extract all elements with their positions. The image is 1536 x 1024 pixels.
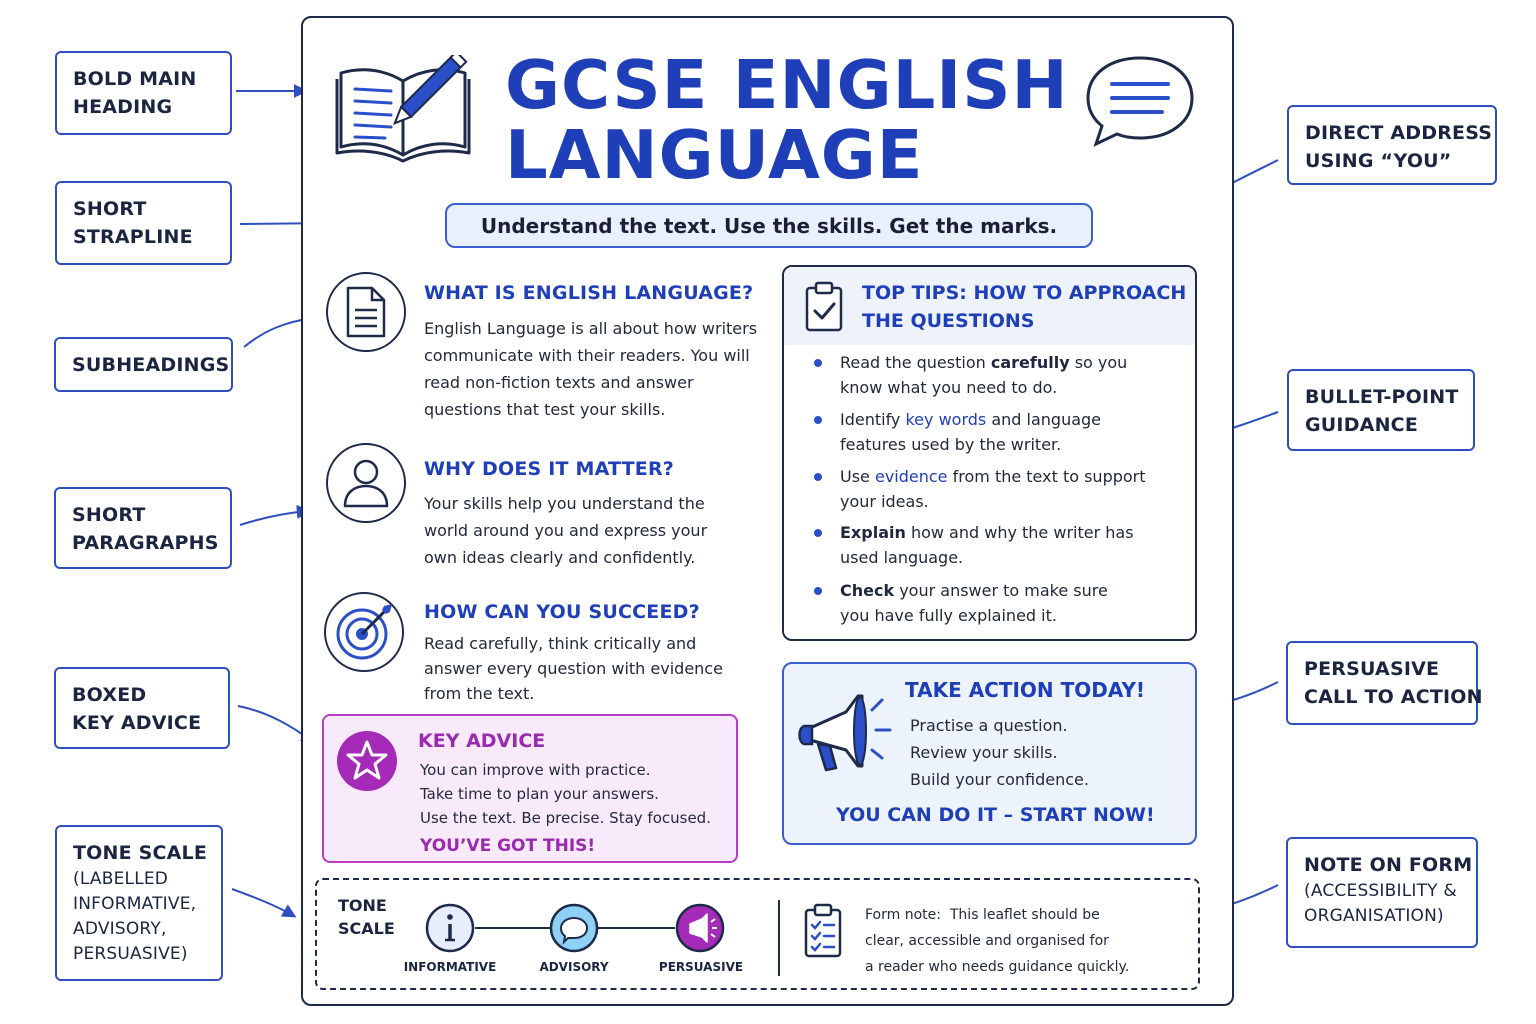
tone-scale-box: [315, 878, 1200, 990]
checklist-icon: [803, 902, 843, 960]
section-paragraph: Your skills help you understand the world around you and express your own ideas clearly and confidently.: [424, 494, 708, 567]
bullet-dot: [814, 529, 822, 537]
section-heading: WHAT IS ENGLISH LANGUAGE?: [424, 282, 754, 304]
callout-bold-main-heading: BOLD MAIN HEADING: [55, 51, 232, 135]
tone-scale-line: [417, 898, 747, 958]
arrow-tone: [232, 889, 294, 916]
target-icon: [334, 602, 394, 662]
callout-boxed-key-advice: BOXED KEY ADVICE: [54, 667, 230, 749]
callout-note-on-form: NOTE ON FORM (ACCESSIBILITY & ORGANISATION): [1286, 837, 1478, 948]
bullet-dot: [814, 587, 822, 595]
callout-short-strapline: SHORT STRAPLINE: [55, 181, 232, 265]
take-action-heading: TAKE ACTION TODAY!: [905, 678, 1146, 702]
tone-label-advisory: ADVISORY: [539, 960, 609, 974]
bullet-dot: [814, 416, 822, 424]
arrow-paragraphs: [240, 511, 308, 525]
take-action-text: Practise a question. Review your skills. Build your confidence.: [910, 716, 1089, 789]
megaphone-icon: [796, 692, 896, 778]
section-heading: WHY DOES IT MATTER?: [424, 458, 675, 480]
bullet-dot: [814, 473, 822, 481]
tone-scale-label: TONE SCALE: [338, 896, 395, 938]
tone-label-persuasive: PERSUASIVE: [658, 960, 744, 974]
key-advice-heading: KEY ADVICE: [418, 730, 546, 752]
strapline: Understand the text. Use the skills. Get the marks.: [445, 203, 1093, 248]
document-icon: [344, 286, 388, 338]
bullet-dot: [814, 359, 822, 367]
form-note: Form note: This leaflet should be clear, accessible and organised for a reader who needs guidance quickly.: [865, 907, 1130, 975]
take-action-box: [782, 662, 1197, 845]
callout-subheadings: SUBHEADINGS: [54, 337, 233, 392]
callout-short-paragraphs: SHORT PARAGRAPHS: [54, 487, 232, 569]
section-icon-circle: [326, 272, 406, 352]
speech-bubble-icon: [1084, 54, 1196, 148]
section-icon-circle: [326, 443, 406, 523]
section-paragraph: Read carefully, think critically and answer every question with evidence from the text.: [424, 634, 723, 703]
person-icon: [341, 456, 391, 510]
callout-persuasive-cta: PERSUASIVE CALL TO ACTION: [1286, 641, 1478, 725]
call-to-action: YOU CAN DO IT – START NOW!: [836, 804, 1155, 826]
key-advice-text: You can improve with practice. Take time to plan your answers. Use the text. Be precise. Stay focused.: [420, 761, 711, 827]
section-paragraph: English Language is all about how writers communicate with their readers. You will read non-fiction texts and answer questions that test your skills.: [424, 319, 758, 419]
key-advice-final: YOU’VE GOT THIS!: [420, 836, 596, 856]
star-icon: [336, 730, 398, 792]
callout-tone-scale: TONE SCALE (LABELLED INFORMATIVE, ADVISORY, PERSUASIVE): [55, 825, 223, 981]
clipboard-check-icon: [804, 281, 844, 333]
tips-heading: TOP TIPS: HOW TO APPROACH THE QUESTIONS: [862, 282, 1187, 332]
section-icon-circle: [324, 592, 404, 672]
book-pencil-icon: [335, 55, 475, 165]
info-icon: [427, 905, 473, 951]
top-tips-box: TOP TIPS: HOW TO APPROACH THE QUESTIONS Read the question carefully so you know what you need to do. Identify key words and language features used by the writer. Use evidence from the text to support your ideas. Explain how and why the writer has used language. Check your answer to make sure you have fully explained it.: [782, 265, 1197, 641]
key-advice-box: [322, 714, 738, 863]
callout-bullet-point-guidance: BULLET-POINT GUIDANCE: [1287, 369, 1475, 451]
speech-bubble-icon: [551, 905, 597, 951]
tone-divider: [778, 900, 780, 976]
tone-label-informative: INFORMATIVE: [403, 960, 497, 974]
section-heading: HOW CAN YOU SUCCEED?: [424, 601, 700, 623]
page-title: GCSE ENGLISH LANGUAGE: [505, 46, 1069, 194]
callout-direct-address: DIRECT ADDRESS USING “YOU”: [1287, 105, 1497, 185]
megaphone-icon: [677, 905, 723, 951]
